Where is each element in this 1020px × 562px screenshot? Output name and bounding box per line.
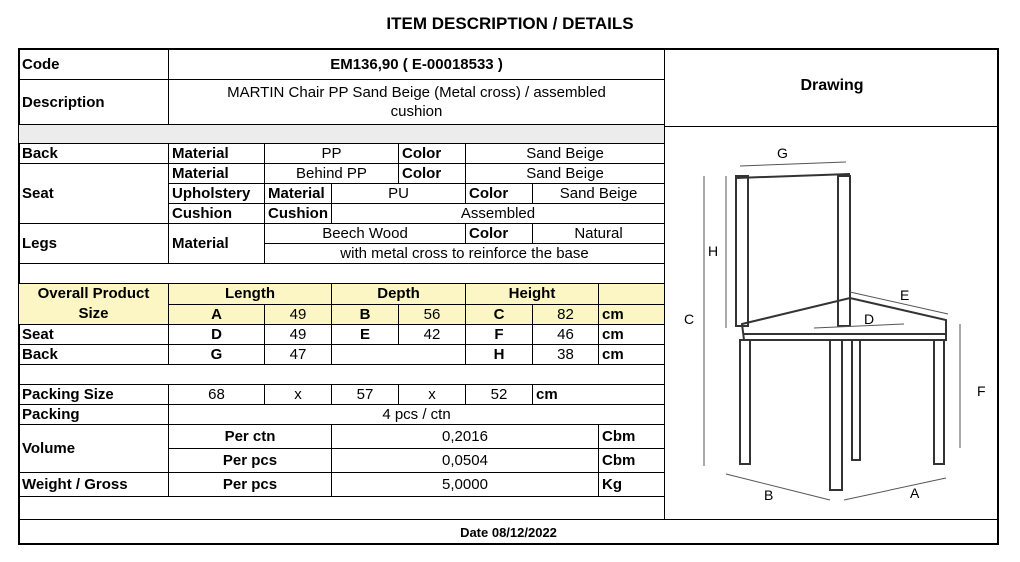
- overall-size-label: [19, 284, 169, 325]
- packing-value: 4 pcs / ctn: [169, 405, 665, 425]
- back-row: [19, 144, 665, 164]
- date-footer: Date 08/12/2022: [18, 519, 999, 545]
- code-row: [19, 50, 665, 80]
- dim-g-letter: G: [169, 345, 265, 365]
- chair-drawing: [664, 128, 998, 518]
- seat-unit: cm: [599, 325, 665, 345]
- dim-h-value: 38: [533, 345, 599, 365]
- overall-unit: cm: [599, 304, 665, 325]
- dim-line-d: [814, 324, 904, 328]
- dim-d-letter: D: [169, 325, 265, 345]
- seat-size-label: Seat: [19, 325, 169, 345]
- chair-leg-back-mid: [852, 340, 860, 460]
- dim-line-a: [844, 478, 946, 500]
- overall-size-line-1: Overall Product: [37, 285, 150, 302]
- weight-per-pcs-label: Per pcs: [169, 473, 332, 497]
- overall-size-line-2: Size: [78, 305, 109, 322]
- chair-back-top: [736, 174, 850, 178]
- cushion-value: Assembled: [332, 204, 665, 224]
- dim-c-value: 82: [533, 304, 599, 325]
- depth-header: Depth: [332, 284, 466, 305]
- weight-value: 5,0000: [332, 473, 599, 497]
- spacer-row-3: [19, 365, 665, 385]
- upholstery-material-label: Material: [265, 184, 332, 204]
- dim-f-letter: F: [466, 325, 533, 345]
- packing-row: [19, 405, 665, 425]
- height-header: Height: [466, 284, 599, 305]
- back-color-label: Color: [399, 144, 466, 164]
- details-table: [18, 49, 665, 497]
- size-header-row: [19, 284, 665, 305]
- drawing-letter-h: H: [708, 243, 719, 259]
- volume-per-pcs-label: Per pcs: [169, 449, 332, 473]
- weight-row: [19, 473, 665, 497]
- legs-material: Beech Wood: [265, 224, 466, 244]
- dim-f-value: 46: [533, 325, 599, 345]
- description-line-2: cushion: [390, 103, 443, 120]
- seat-color: Sand Beige: [466, 164, 665, 184]
- dim-line-g: [740, 162, 846, 166]
- description-row: [19, 80, 665, 125]
- packing-size-v2: 57: [332, 385, 399, 405]
- dim-e-value: 42: [399, 325, 466, 345]
- back-unit: cm: [599, 345, 665, 365]
- dim-c-letter: C: [466, 304, 533, 325]
- description-value: [169, 80, 665, 125]
- code-label: Code: [19, 50, 169, 80]
- packing-size-label: Packing Size: [19, 385, 169, 405]
- drawing-letter-c: C: [684, 311, 695, 327]
- drawing-letter-a: A: [910, 485, 920, 501]
- code-value: EM136,90 ( E-00018533 ): [169, 50, 665, 80]
- dim-e-letter: E: [332, 325, 399, 345]
- dim-a-value: 49: [265, 304, 332, 325]
- back-size-blank: [332, 345, 466, 365]
- weight-label: Weight / Gross: [19, 473, 169, 497]
- spacer-cell: [19, 125, 665, 144]
- legs-note: with metal cross to reinforce the base: [265, 244, 665, 264]
- legs-row-1: [19, 224, 665, 244]
- dim-line-b: [726, 474, 830, 500]
- seat-material-label: Material: [169, 164, 265, 184]
- volume-per-pcs-unit: Cbm: [599, 449, 665, 473]
- packing-size-v3: 52: [466, 385, 533, 405]
- spacer-row-2: [19, 264, 665, 284]
- drawing-letter-b: B: [764, 487, 774, 503]
- drawing-letter-d: D: [864, 311, 875, 327]
- drawing-letter-f: F: [977, 383, 986, 399]
- drawing-letter-g: G: [777, 145, 788, 161]
- legs-label: Legs: [19, 224, 169, 264]
- spacer-row-1: [19, 125, 665, 144]
- chair-back-left-post: [736, 176, 748, 326]
- dim-b-value: 56: [399, 304, 466, 325]
- packing-size-v1: 68: [169, 385, 265, 405]
- legs-color-label: Color: [466, 224, 533, 244]
- volume-label: Volume: [19, 425, 169, 473]
- seat-row-1: [19, 164, 665, 184]
- legs-material-label: Material: [169, 224, 265, 264]
- volume-row-1: [19, 425, 665, 449]
- weight-unit: Kg: [599, 473, 665, 497]
- length-header: Length: [169, 284, 332, 305]
- upholstery-color: Sand Beige: [533, 184, 665, 204]
- drawing-label: Drawing: [665, 49, 999, 127]
- back-material-label: Material: [169, 144, 265, 164]
- back-label: Back: [19, 144, 169, 164]
- packing-size-unit: cm: [533, 385, 665, 405]
- height-header-blank: [599, 284, 665, 305]
- dim-g-value: 47: [265, 345, 332, 365]
- legs-color: Natural: [533, 224, 665, 244]
- dim-h-letter: H: [466, 345, 533, 365]
- volume-per-pcs: 0,0504: [332, 449, 599, 473]
- back-size-label: Back: [19, 345, 169, 365]
- dim-d-value: 49: [265, 325, 332, 345]
- upholstery-color-label: Color: [466, 184, 533, 204]
- seat-color-label: Color: [399, 164, 466, 184]
- description-line-1: MARTIN Chair PP Sand Beige (Metal cross) / assembled: [227, 84, 606, 101]
- upholstery-material: PU: [332, 184, 466, 204]
- back-size-row: [19, 345, 665, 365]
- cushion-sub-label: Cushion: [265, 204, 332, 224]
- chair-back-right-post: [838, 176, 850, 326]
- volume-per-ctn-unit: Cbm: [599, 425, 665, 449]
- spacer-cell: [19, 365, 665, 385]
- packing-size-x2: x: [399, 385, 466, 405]
- volume-per-ctn-label: Per ctn: [169, 425, 332, 449]
- seat-material: Behind PP: [265, 164, 399, 184]
- cushion-label: Cushion: [169, 204, 265, 224]
- packing-size-row: [19, 385, 665, 405]
- packing-size-x1: x: [265, 385, 332, 405]
- back-material: PP: [265, 144, 399, 164]
- dim-b-letter: B: [332, 304, 399, 325]
- back-color: Sand Beige: [466, 144, 665, 164]
- volume-per-ctn: 0,2016: [332, 425, 599, 449]
- seat-label: Seat: [19, 164, 169, 224]
- seat-size-row: [19, 325, 665, 345]
- chair-leg-front-right: [830, 340, 842, 490]
- chair-leg-front-left: [740, 340, 750, 464]
- spacer-cell: [19, 264, 665, 284]
- dim-a-letter: A: [169, 304, 265, 325]
- packing-label: Packing: [19, 405, 169, 425]
- upholstery-label: Upholstery: [169, 184, 265, 204]
- chair-leg-back-right: [934, 340, 944, 464]
- description-label: Description: [19, 80, 169, 125]
- page-title: ITEM DESCRIPTION / DETAILS: [386, 14, 634, 33]
- drawing-letter-e: E: [900, 287, 910, 303]
